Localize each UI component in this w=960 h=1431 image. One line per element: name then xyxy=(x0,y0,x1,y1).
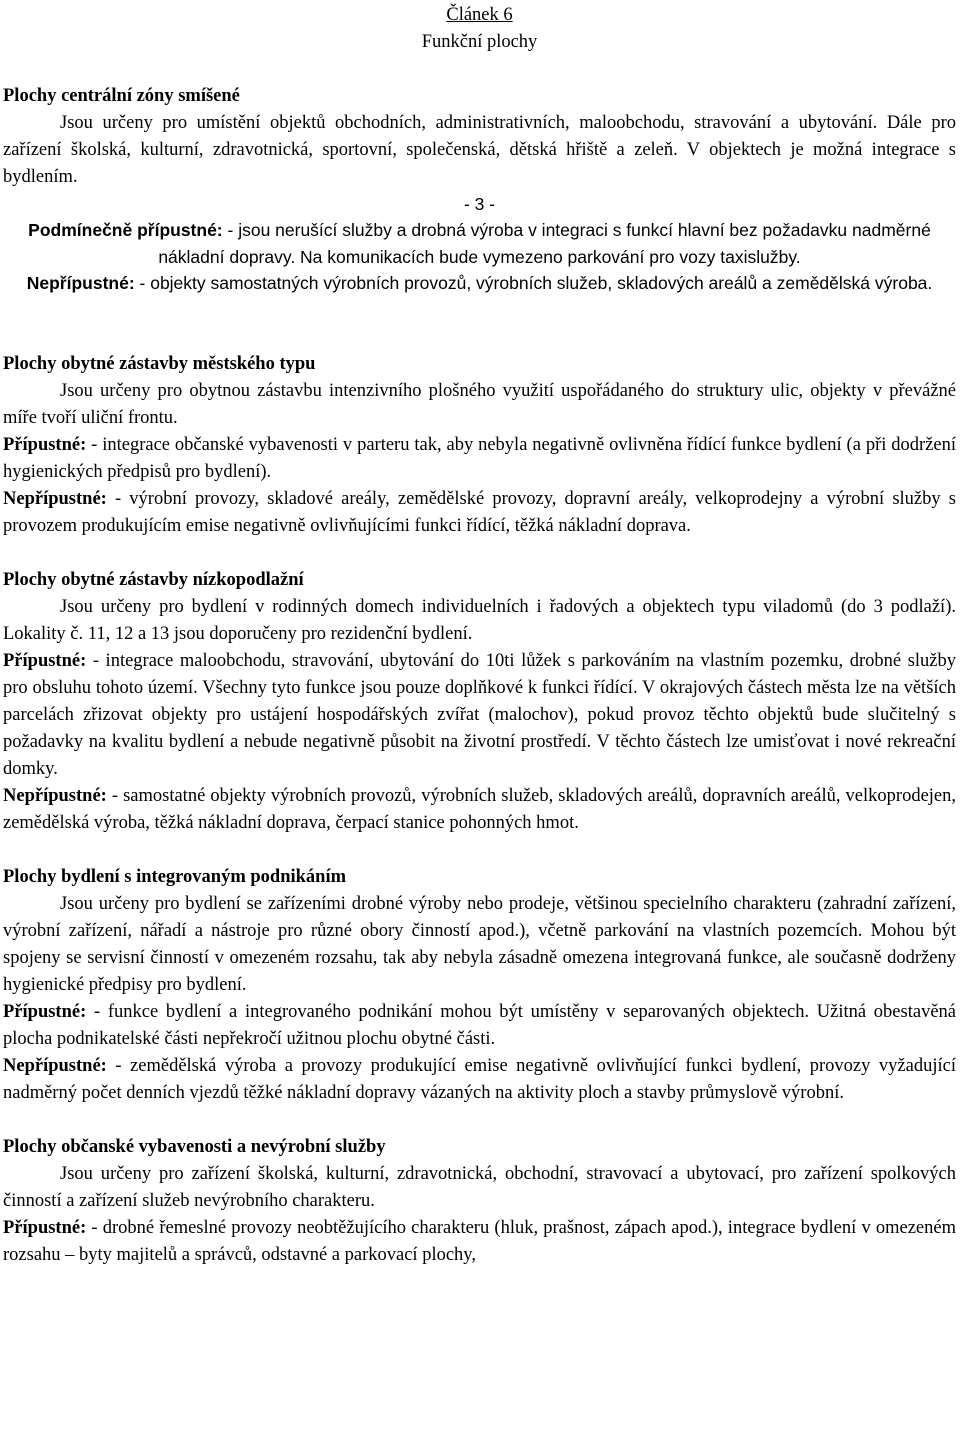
allowed-paragraph xyxy=(3,999,956,1053)
section-civic-amenities xyxy=(3,1134,956,1269)
not-allowed-text: - výrobní provozy, skladové areály, zemědělské provozy, dopravní areály, velkoprodejny a výrobní služby s provozem produkujícím emise negativně ovlivňujícími funkci řídící, těžká nákladní doprava. xyxy=(3,488,956,536)
section-heading: Plochy obytné zástavby městského typu xyxy=(3,353,316,374)
not-allowed-text: - objekty samostatných výrobních provozů, výrobních služeb, skladových areálů a zemědělská výroba. xyxy=(134,273,933,293)
allowed-paragraph xyxy=(3,432,956,486)
not-allowed-label: Nepřípustné: xyxy=(3,1055,107,1076)
spacer xyxy=(3,324,956,351)
article-header xyxy=(3,2,956,56)
not-allowed-text: - zemědělská výroba a provozy produkující emise negativně ovlivňující funkci bydlení, provozy vyžadující nadměrný počet denních vjezdů těžké nákladní dopravy vázaných na aktivity ploch a stavby průmyslově výrobní. xyxy=(3,1055,956,1103)
allowed-label: Přípustné: xyxy=(3,1217,87,1238)
spacer xyxy=(3,56,956,83)
section-heading: Plochy bydlení s integrovaným podnikáním xyxy=(3,866,347,887)
article-title: Funkční plochy xyxy=(421,32,538,52)
spacer xyxy=(3,540,956,567)
not-allowed-label: Nepřípustné: xyxy=(3,785,107,806)
allowed-text: - drobné řemeslné provozy neobtěžujícího charakteru (hluk, prašnost, zápach apod.), integrace bydlení v omezeném rozsahu – byty majitelů a správců, odstavné a parkovací plochy, xyxy=(3,1217,956,1265)
section-heading: Plochy občanské vybavenosti a nevýrobní služby xyxy=(3,1136,386,1157)
not-allowed-paragraph xyxy=(3,270,956,297)
section-urban-housing xyxy=(3,351,956,540)
not-allowed-paragraph xyxy=(3,783,956,837)
conditional-text: - jsou nerušící služby a drobná výroba v integraci s funkcí hlavní bez požadavku nadměrné nákladní dopravy. Na komunikacích bude vymezeno parkování pro vozy taxislužby. xyxy=(158,220,931,267)
section-description: Jsou určeny pro bydlení v rodinných domech individuelních i řadových a objektech typu viladomů (do 3 podlaží). Lokality č. 11, 12 a 13 jsou doporučeny pro rezidenční bydlení. xyxy=(3,596,956,644)
allowed-text: - integrace občanské vybavenosti v parteru tak, aby nebyla negativně ovlivněna řídící funkce bydlení (a při dodržení hygienických předpisů pro bydlení). xyxy=(3,434,956,482)
section-description: Jsou určeny pro umístění objektů obchodních, administrativních, maloobchodu, stravování a ubytování. Dále pro zařízení školská, kulturní, zdravotnická, sportovní, společenská, dětská hřiště a zeleň. V objektech je možná integrace s bydlením. xyxy=(3,113,956,187)
allowed-paragraph xyxy=(3,648,956,783)
spacer xyxy=(3,1107,956,1134)
allowed-label: Přípustné: xyxy=(3,434,87,455)
not-allowed-label: Nepřípustné: xyxy=(3,488,107,509)
allowed-paragraph xyxy=(3,1215,956,1269)
not-allowed-paragraph xyxy=(3,486,956,540)
article-number: Článek 6 xyxy=(446,5,513,25)
allowed-label: Přípustné: xyxy=(3,1001,87,1022)
page-number: - 3 - xyxy=(463,194,496,214)
section-description: Jsou určeny pro zařízení školská, kulturní, zdravotnická, obchodní, stravovací a ubytovací, pro zařízení spolkových činností a zařízení služeb nevýrobního charakteru. xyxy=(3,1163,956,1211)
section-heading: Plochy centrální zóny smíšené xyxy=(3,86,240,106)
allowed-label: Přípustné: xyxy=(3,650,87,671)
spacer xyxy=(3,297,956,324)
allowed-text: - funkce bydlení a integrovaného podnikání mohou být umístěny v separovaných objektech. Užitná obestavěná plocha podnikatelské části nepřekročí užitnou plochu obytné části. xyxy=(3,1001,956,1049)
spacer xyxy=(3,837,956,864)
conditional-label: Podmínečně přípustné: xyxy=(28,220,223,240)
section-low-rise-housing xyxy=(3,567,956,837)
document-page xyxy=(0,2,960,1269)
not-allowed-paragraph xyxy=(3,1053,956,1107)
not-allowed-label: Nepřípustné: xyxy=(26,273,135,293)
section-central-zone xyxy=(3,83,956,297)
section-heading: Plochy obytné zástavby nízkopodlažní xyxy=(3,569,304,590)
section-description: Jsou určeny pro obytnou zástavbu intenzivního plošného využití uspořádaného do struktury ulic, objekty v převážné míře tvoří uliční frontu. xyxy=(3,380,956,428)
conditional-paragraph xyxy=(3,217,956,270)
allowed-text: - integrace maloobchodu, stravování, ubytování do 10ti lůžek s parkováním na vlastním pozemku, drobné služby pro obsluhu tohoto území. Všechny tyto funkce jsou pouze doplňkové k funkci řídící. V okrajových částech města lze na větších parcelách zřizovat objekty pro ustájení hospodářských zvířat (malochov), pokud provoz těchto objektů bude slučitelný s požadavky na kvalitu bydlení a nebude negativně působit na životní prostředí. V těchto částech lze umisťovat i nové rekreační domky. xyxy=(3,650,956,779)
section-description: Jsou určeny pro bydlení se zařízeními drobné výroby nebo prodeje, většinou specielního charakteru (zahradní zařízení, výrobní zařízení, nářadí a nástroje pro různé obory činností apod.), včetně parkování na vlastních pozemcích. Mohou být spojeny se servisní činností v omezeném rozsahu, tak aby nebyla zásadně omezena integrovaná funkce, ale současně dodrženy hygienické předpisy pro bydlení. xyxy=(3,893,956,995)
not-allowed-text: - samostatné objekty výrobních provozů, výrobních služeb, skladových areálů, dopravních areálů, velkoprodejen, zemědělská výroba, těžká nákladní doprava, čerpací stanice pohonných hmot. xyxy=(3,785,956,833)
section-housing-business xyxy=(3,864,956,1107)
